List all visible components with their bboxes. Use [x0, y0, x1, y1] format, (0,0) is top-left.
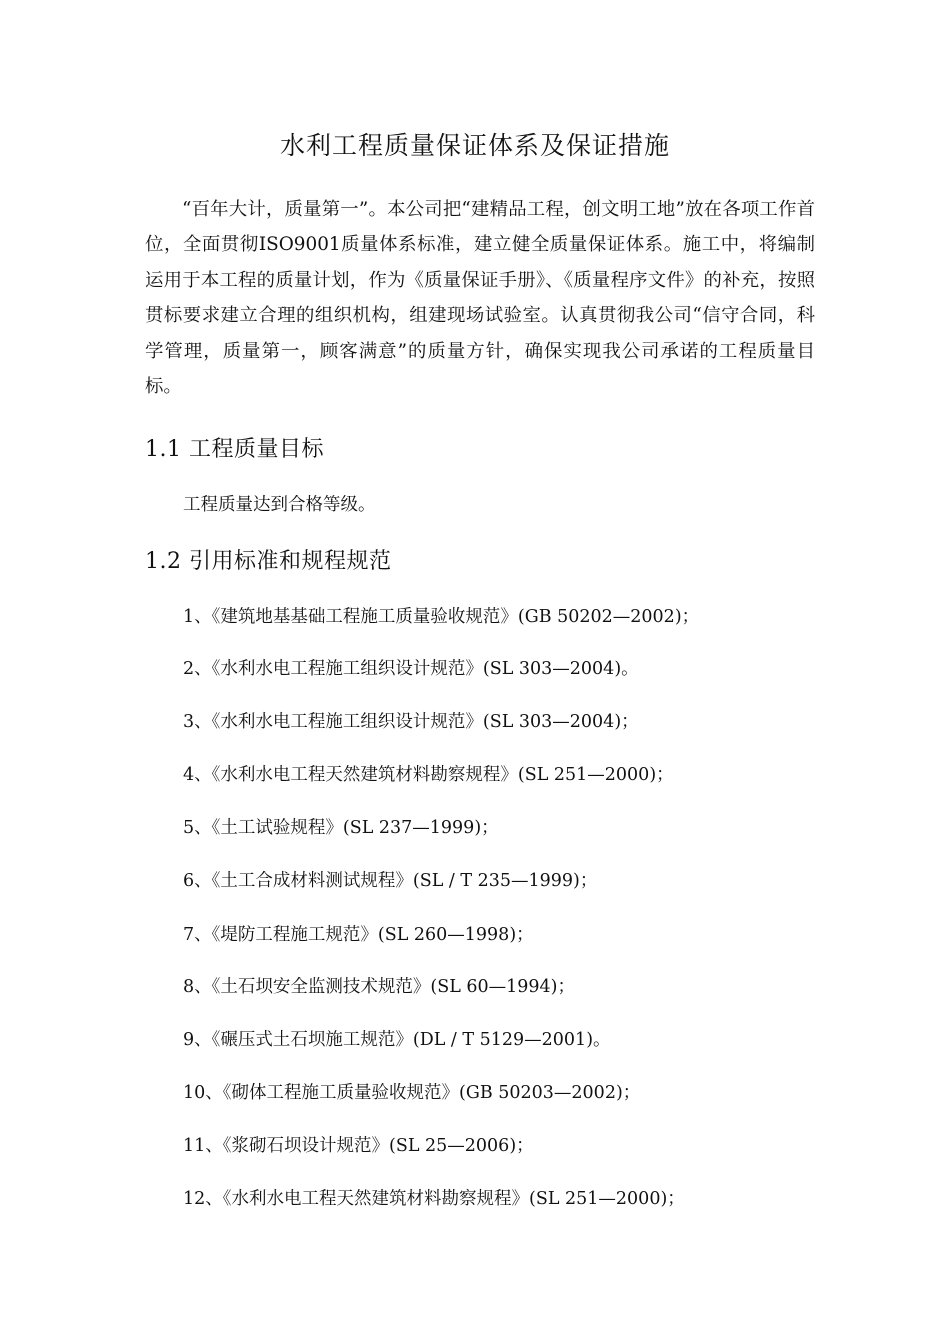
intro-paragraph: “百年大计，质量第一”。本公司把“建精品工程，创文明工地”放在各项工作首位，全面贯彻ISO9001质量体系标准，建立健全质量保证体系。施工中，将编制运用于本工程的质量计划，作为《质量保证手册》、《质量程序文件》的补充，按照贯标要求建立合理的组织机构，组建现场试验室。认真贯彻我公司“信守合同，科学管理，质量第一，顾客满意”的质量方针，确保实现我公司承诺的工程质量目标。	[145, 199, 815, 398]
section-heading-quality-goal: 1.1 工程质量目标	[145, 437, 324, 462]
standard-list-item: 6、《土工合成材料测试规程》(SL / T 235—1999)；	[183, 871, 598, 891]
quality-goal-text: 工程质量达到合格等级。	[183, 495, 376, 515]
standard-list-item: 10、《砌体工程施工质量验收规范》(GB 50203—2002)；	[183, 1083, 641, 1103]
standard-list-item: 12、《水利水电工程天然建筑材料勘察规程》(SL 251—2000)；	[183, 1189, 685, 1209]
standard-list-item: 4、《水利水电工程天然建筑材料勘察规程》(SL 251—2000)；	[183, 765, 674, 785]
standard-list-item: 7、《堤防工程施工规范》(SL 260—1998)；	[183, 925, 534, 945]
document-title: 水利工程质量保证体系及保证措施	[279, 131, 670, 160]
standard-list-item: 8、《土石坝安全监测技术规范》(SL 60—1994)；	[183, 977, 576, 997]
standard-list-item: 1、《建筑地基基础工程施工质量验收规范》(GB 50202—2002)；	[183, 607, 700, 627]
standard-list-item: 2、《水利水电工程施工组织设计规范》(SL 303—2004)。	[183, 659, 639, 679]
section-heading-standards: 1.2 引用标准和规程规范	[145, 549, 392, 574]
standard-list-item: 3、《水利水电工程施工组织设计规范》(SL 303—2004)；	[183, 712, 639, 732]
standard-list-item: 5、《土工试验规程》(SL 237—1999)；	[183, 818, 499, 838]
standard-list-item: 11、《浆砌石坝设计规范》(SL 25—2006)；	[183, 1136, 534, 1156]
standard-list-item: 9、《碾压式土石坝施工规范》(DL / T 5129—2001)。	[183, 1030, 611, 1050]
